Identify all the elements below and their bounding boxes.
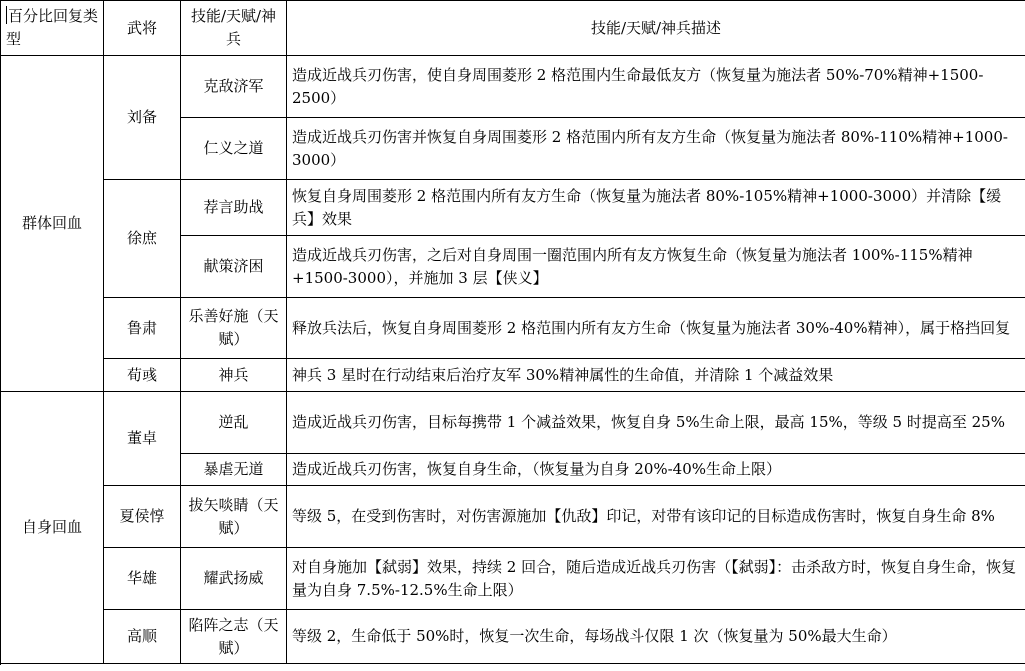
table-row xyxy=(1,610,1025,664)
general-cell: 夏侯惇 xyxy=(104,486,181,548)
header-desc: 技能/天赋/神兵描述 xyxy=(287,1,1025,56)
table-row xyxy=(1,56,1025,118)
general-cell: 华雄 xyxy=(104,548,181,610)
desc-cell: 造成近战兵刃伤害，使自身周围菱形 2 格范围内生命最低友方（恢复量为施法者 50%-70%精神+1500-2500） xyxy=(287,56,1025,118)
skill-cell: 献策济困 xyxy=(181,236,287,298)
table-row xyxy=(1,486,1025,548)
general-cell: 刘备 xyxy=(104,56,181,180)
skill-cell: 拔矢啖睛（天赋） xyxy=(181,486,287,548)
skill-cell: 逆乱 xyxy=(181,392,287,454)
header-skill: 技能/天赋/神兵 xyxy=(181,1,287,56)
skill-cell: 神兵 xyxy=(181,359,287,392)
skill-cell: 暴虐无道 xyxy=(181,454,287,486)
header-general: 武将 xyxy=(104,1,181,56)
skill-cell: 陷阵之志（天赋） xyxy=(181,610,287,664)
desc-cell: 造成近战兵刃伤害，目标每携带 1 个减益效果，恢复自身 5%生命上限，最高 15%，等级 5 时提高至 25% xyxy=(287,392,1025,454)
table-row xyxy=(1,359,1025,392)
general-cell: 荀彧 xyxy=(104,359,181,392)
header-row xyxy=(1,1,1025,56)
desc-cell: 恢复自身周围菱形 2 格范围内所有友方生命（恢复量为施法者 80%-105%精神+1000-3000）并清除【缓兵】效果 xyxy=(287,180,1025,236)
general-cell: 董卓 xyxy=(104,392,181,486)
table-row xyxy=(1,392,1025,454)
type-cell-group: 群体回血 xyxy=(1,56,104,392)
desc-cell: 造成近战兵刃伤害，恢复自身生命，（恢复量为自身 20%-40%生命上限） xyxy=(287,454,1025,486)
desc-cell: 对自身施加【弑弱】效果，持续 2 回合，随后造成近战兵刃伤害（【弑弱】：击杀敌方时，恢复自身生命，恢复量为自身 7.5%-12.5%生命上限） xyxy=(287,548,1025,610)
skill-cell: 克敌济军 xyxy=(181,56,287,118)
desc-cell: 等级 2，生命低于 50%时，恢复一次生命，每场战斗仅限 1 次（恢复量为 50%最大生命） xyxy=(287,610,1025,664)
desc-cell: 造成近战兵刃伤害，之后对自身周围一圈范围内所有友方恢复生命（恢复量为施法者 100%-115%精神+1500-3000），并施加 3 层【侠义】 xyxy=(287,236,1025,298)
skill-cell: 耀武扬威 xyxy=(181,548,287,610)
table-row xyxy=(1,180,1025,236)
text-cursor xyxy=(6,6,7,24)
general-cell: 徐庶 xyxy=(104,180,181,298)
skill-cell: 乐善好施（天赋） xyxy=(181,298,287,359)
type-cell-self: 自身回血 xyxy=(1,392,104,664)
desc-cell: 神兵 3 星时在行动结束后治疗友军 30%精神属性的生命值，并清除 1 个减益效果 xyxy=(287,359,1025,392)
header-type[interactable]: 百分比回复类型 xyxy=(1,1,104,56)
table-row xyxy=(1,548,1025,610)
general-cell: 高顺 xyxy=(104,610,181,664)
desc-cell: 等级 5，在受到伤害时，对伤害源施加【仇敌】印记，对带有该印记的目标造成伤害时，恢复自身生命 8% xyxy=(287,486,1025,548)
skill-cell: 仁义之道 xyxy=(181,118,287,180)
skill-cell: 荐言助战 xyxy=(181,180,287,236)
table-row xyxy=(1,298,1025,359)
desc-cell: 造成近战兵刃伤害并恢复自身周围菱形 2 格范围内所有友方生命（恢复量为施法者 80%-110%精神+1000-3000） xyxy=(287,118,1025,180)
general-cell: 鲁肃 xyxy=(104,298,181,359)
desc-cell: 释放兵法后，恢复自身周围菱形 2 格范围内所有友方生命（恢复量为施法者 30%-40%精神），属于格挡回复 xyxy=(287,298,1025,359)
